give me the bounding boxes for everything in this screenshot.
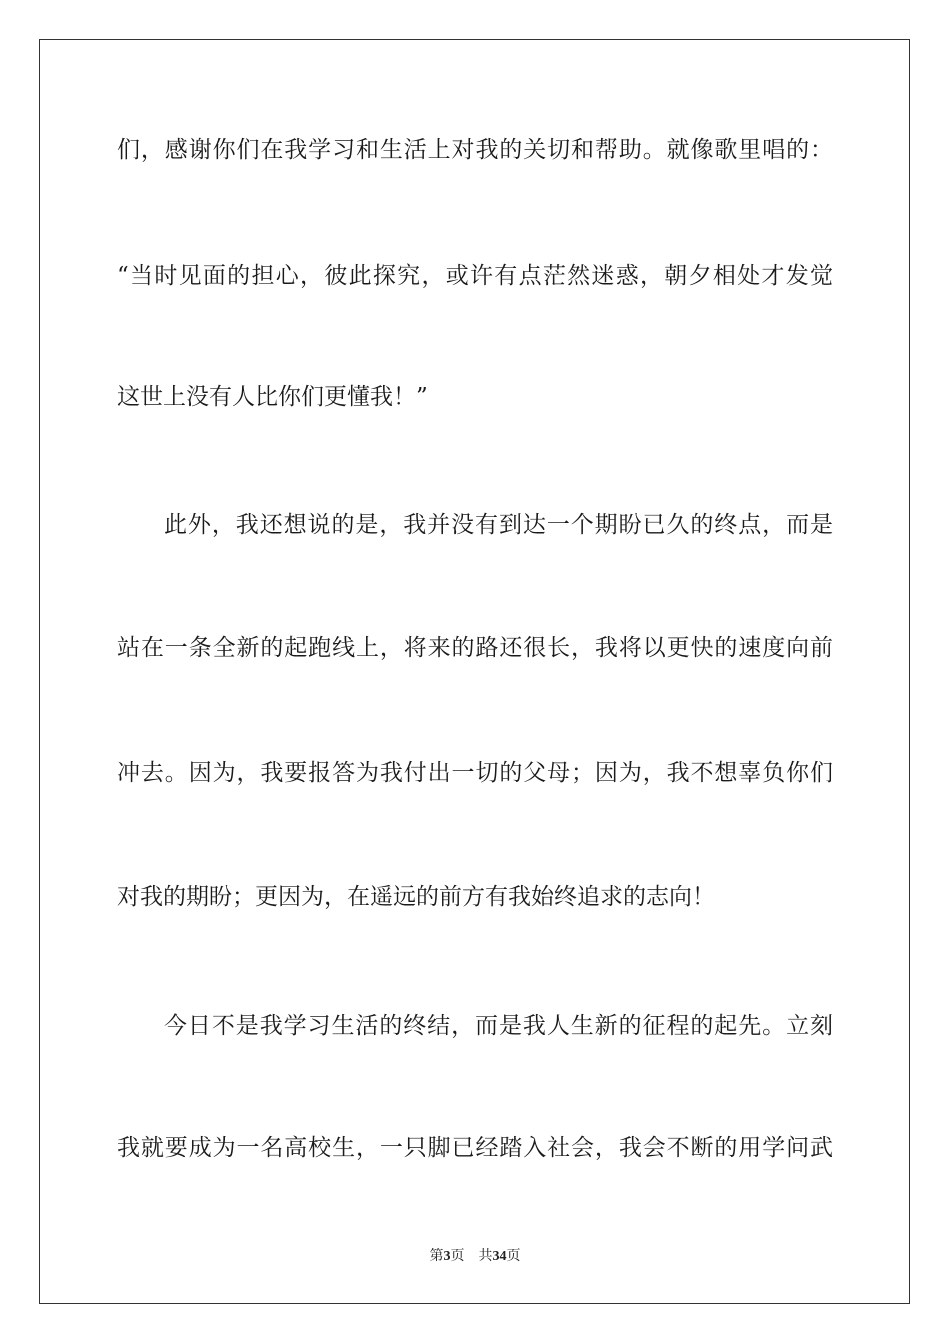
text-line: 我就要成为一名高校生，一只脚已经踏入社会，我会不断的用学问武 <box>117 1135 833 1161</box>
text-line: 冲去。因为，我要报答为我付出一切的父母；因为，我不想辜负你们 <box>117 760 833 786</box>
text-line: 对我的期盼；更因为，在遥远的前方有我始终追求的志向！ <box>117 884 715 910</box>
total-prefix: 共 <box>478 1249 493 1264</box>
text-line: 站在一条全新的起跑线上，将来的路还很长，我将以更快的速度向前 <box>117 635 833 661</box>
page-prefix: 第 <box>429 1249 444 1264</box>
page-number: 3 <box>443 1249 451 1264</box>
total-suffix: 页 <box>506 1249 521 1264</box>
page-suffix: 页 <box>450 1249 465 1264</box>
paragraph-start-line: 此外，我还想说的是，我并没有到达一个期盼已久的终点，而是 <box>164 512 833 538</box>
total-pages: 34 <box>492 1249 507 1264</box>
page-border <box>39 39 910 1304</box>
text-line: “当时见面的担心，彼此探究，或许有点茫然迷惑，朝夕相处才发觉 <box>117 263 833 289</box>
text-line: 们，感谢你们在我学习和生活上对我的关切和帮助。就像歌里唱的： <box>117 137 833 163</box>
paragraph-start-line: 今日不是我学习生活的终结，而是我人生新的征程的起先。立刻 <box>164 1013 833 1039</box>
page-footer <box>0 1247 950 1267</box>
text-line: 这世上没有人比你们更懂我！” <box>117 384 428 410</box>
